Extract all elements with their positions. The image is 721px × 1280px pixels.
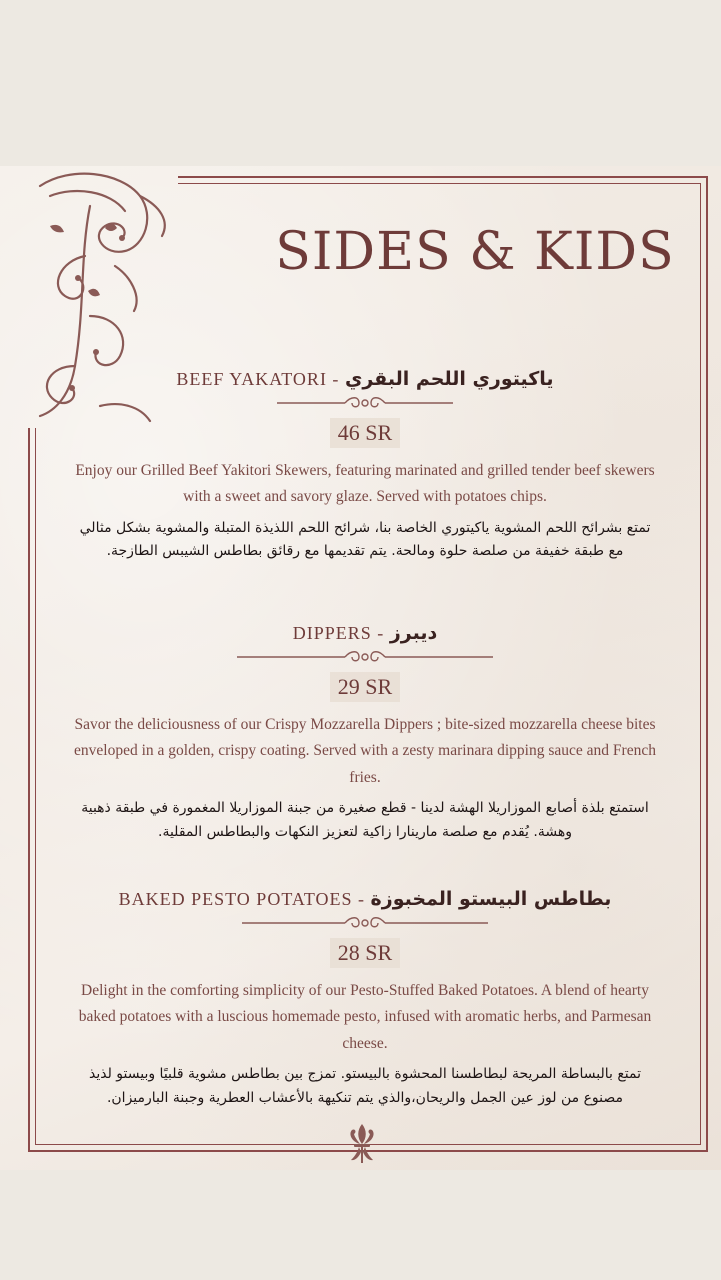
item-name-ar: ياكيتوري اللحم البقري	[344, 368, 554, 390]
item-name-ar: بطاطس البيستو المخبوزة	[370, 888, 612, 910]
frame-border-right-inner	[700, 183, 701, 1145]
menu-item-baked-pesto-potatoes	[60, 888, 670, 1111]
page-title: SIDES & KIDS	[275, 222, 675, 282]
item-heading	[60, 622, 670, 644]
frame-border-right	[706, 176, 708, 1152]
item-description-en: Enjoy our Grilled Beef Yakitori Skewers, featuring marinated and grilled tender beef skewers with a sweet and savory glaze. Served with potatoes chips.	[75, 462, 655, 506]
item-name-en: DIPPERS -	[292, 623, 390, 643]
scroll-divider-icon	[275, 396, 455, 410]
frame-border-top	[178, 176, 708, 178]
item-description-ar: استمتع بلذة أصابع الموزاريلا الهشة لدينا - قطع صغيرة من جبنة الموزاريلا المغمورة في طبقة ذهبية وهشة. يُقدم مع صلصة مارينارا زاكية لتعزيز النكهات والبطاطس المقلية.	[81, 800, 649, 840]
scroll-divider-icon	[235, 650, 495, 664]
item-description-en: Delight in the comforting simplicity of our Pesto-Stuffed Baked Potatoes. A blend of hearty baked potatoes with a luscious homemade pesto, infused with aromatic herbs, and Parmesan cheese.	[78, 982, 652, 1052]
frame-border-top-inner	[178, 183, 701, 184]
item-price: 28 SR	[330, 938, 400, 968]
item-heading	[60, 368, 670, 390]
item-description-ar: تمتع بشرائح اللحم المشوية ياكيتوري الخاصة بنا، شرائح اللحم اللذيذة المتبلة والمشوية بشكل مثالي مع طبقة خفيفة من صلصة حلوة ومالحة. يتم تقديمها مع رقائق بطاطس الشيبس الطازجة.	[79, 519, 651, 560]
fleur-de-lis-icon	[346, 1122, 378, 1166]
item-name-en: BEEF YAKATORI -	[176, 369, 345, 389]
scroll-divider-icon	[240, 916, 490, 930]
item-heading	[60, 888, 670, 910]
frame-border-left	[28, 428, 30, 1152]
item-price: 29 SR	[330, 672, 400, 702]
item-description-en: Savor the deliciousness of our Crispy Mozzarella Dippers ; bite-sized mozzarella cheese bites enveloped in a golden, crispy coating. Served with a zesty marinara dipping sauce and French fries.	[74, 716, 656, 786]
menu-card	[0, 166, 721, 1170]
item-name-ar: ديبرز	[389, 622, 438, 644]
item-name-en: BAKED PESTO POTATOES -	[118, 889, 371, 909]
frame-border-left-inner	[35, 428, 36, 1145]
menu-item-dippers	[60, 622, 670, 845]
menu-item-beef-yakatori	[60, 368, 670, 564]
item-price: 46 SR	[330, 418, 400, 448]
item-description-ar: تمتع بالبساطة المريحة لبطاطسنا المحشوة بالبيستو. تمزج بين بطاطس مشوية قلبيًا وبيستو لذيذ مصنوع من لوز عين الجمل والريحان،والذي يتم تنكيهة بالأعشاب العطرية وجبنة البارميزان.	[88, 1066, 642, 1106]
